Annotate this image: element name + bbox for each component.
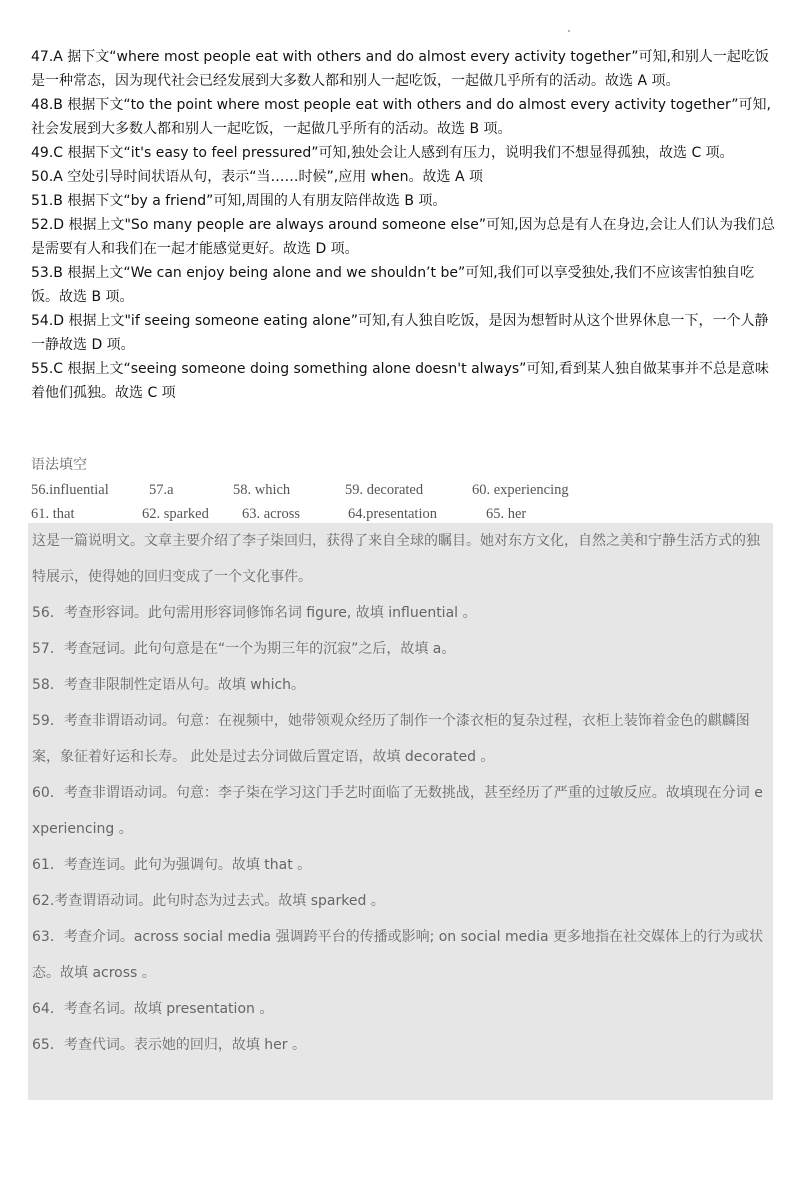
explanation-59: 59．考查非谓语动词。句意：在视频中，她带领观众经历了制作一个漆衣柜的复杂过程，衣柜上装饰着金色的麒麟图案，象征着好运和长寿。 此处是过去分词做后置定语，故填 decorated 。	[32, 713, 750, 765]
answer-48: 48.B 根据下文“to the point where most people eat with others and do almost every activity together”可知,社会发展到大多数人都和别人一起吃饭，一起做几乎所有的活动。故选 B 项。	[31, 97, 772, 137]
answer-50: 50.A 空处引导时间状语从句，表示“当……时候”,应用 when。故选 A 项	[31, 169, 483, 185]
answer-52: 52.D 根据上文"So many people are always around someone else”可知,因为总是有人在身边,会让人们认为我们总是需要有人和我们在一起才能感觉更好。故选 D 项。	[31, 217, 776, 257]
answer-51: 51.B 根据下文“by a friend”可知,周围的人有朋友陪伴故选 B 项。	[31, 193, 447, 209]
answer-49: 49.C 根据下文“it's easy to feel pressured”可知,独处会让人感到有压力，说明我们不想显得孤独，故选 C 项。	[31, 145, 734, 161]
explanation-60: 60．考查非谓语动词。句意：李子柒在学习这门手艺时面临了无数挑战，甚至经历了严重的过敏反应。故填现在分词 experiencing 。	[32, 785, 763, 837]
explanation-62: 62.考查谓语动词。此句时态为过去式。故填 sparked 。	[32, 893, 385, 909]
explanation-panel	[28, 523, 773, 1100]
answer-key-item: 60. experiencing	[472, 482, 569, 498]
explanation-64: 64．考查名词。故填 presentation 。	[32, 1001, 274, 1017]
answer-key-item: 63. across	[242, 506, 300, 522]
answer-key-row	[31, 503, 776, 525]
answer-53: 53.B 根据上文“We can enjoy being alone and we shouldn’t be”可知,我们可以享受独处,我们不应该害怕独自吃饭。故选 B 项。	[31, 265, 755, 305]
answer-47: 47.A 据下文“where most people eat with others and do almost every activity together”可知,和别人一起吃饭是一种常态，因为现代社会已经发展到大多数人都和别人一起吃饭，一起做几乎所有的活动。故选 A 项。	[31, 49, 769, 89]
answer-54: 54.D 根据上文"if seeing someone eating alone”可知,有人独自吃饭，是因为想暂时从这个世界休息一下，一个人静一静故选 D 项。	[31, 313, 769, 353]
section-title: 语法填空	[31, 457, 87, 473]
explanation-56: 56．考查形容词。此句需用形容词修饰名词 figure, 故填 influential 。	[32, 605, 477, 621]
answer-key-item: 62. sparked	[142, 506, 209, 522]
answer-55: 55.C 根据上文“seeing someone doing something alone doesn't always”可知,看到某人独自做某事并不总是意味着他们孤独。故选 C 项	[31, 361, 769, 401]
answer-key-item: 58. which	[233, 482, 291, 498]
answer-key-item: 57.a	[149, 482, 174, 498]
answer-key-item: 65. her	[486, 506, 527, 522]
explanation-61: 61．考查连词。此句为强调句。故填 that 。	[32, 857, 312, 873]
explanation-57: 57．考查冠词。此句句意是在“一个为期三年的沉寂”之后，故填 a。	[32, 641, 456, 657]
answer-key-item: 56.influential	[31, 482, 109, 498]
explanation-65: 65．考查代词。表示她的回归，故填 her 。	[32, 1037, 306, 1053]
explanation-58: 58．考查非限制性定语从句。故填 which。	[32, 677, 306, 693]
answer-key-item: 59. decorated	[345, 482, 424, 498]
explanation-63: 63．考查介词。across social media 强调跨平台的传播或影响; on social media 更多地指在社交媒体上的行为或状态。故填 across 。	[32, 929, 764, 981]
answer-key-item: 64.presentation	[348, 506, 437, 522]
answer-key-row	[31, 479, 776, 501]
summary-paragraph: 这是一篇说明文。文章主要介绍了李子柒回归，获得了来自全球的瞩目。她对东方文化，自然之美和宁静生活方式的独特展示，使得她的回归变成了一个文化事件。	[32, 533, 760, 585]
reading-answers	[31, 45, 776, 405]
answer-key-item: 61. that	[31, 506, 75, 522]
scan-speck	[568, 30, 570, 32]
